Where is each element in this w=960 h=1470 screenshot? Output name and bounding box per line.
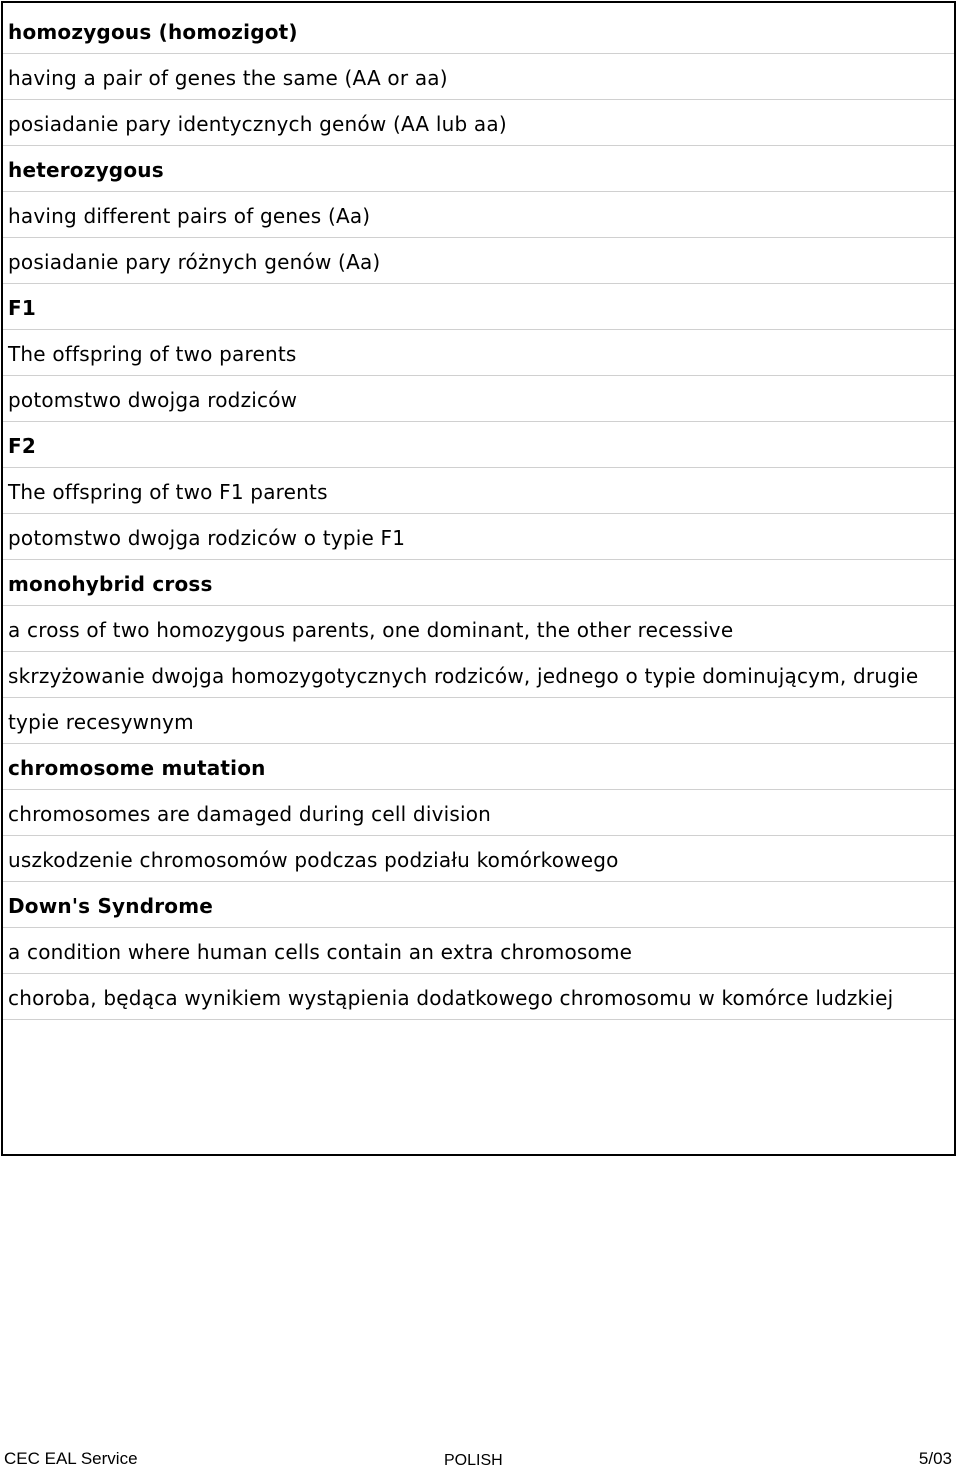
glossary-row-translation	[3, 100, 954, 146]
term-text: heterozygous	[8, 158, 164, 182]
glossary-row-definition	[3, 192, 954, 238]
term-text: chromosome mutation	[8, 756, 266, 780]
glossary-row-translation	[3, 238, 954, 284]
glossary-row-definition	[3, 928, 954, 974]
glossary-row-translation	[3, 376, 954, 422]
glossary-row-term	[3, 560, 954, 606]
glossary-row-translation	[3, 652, 954, 698]
translation-text: typie recesywnym	[8, 710, 194, 734]
glossary-row-term	[3, 744, 954, 790]
glossary-row-translation	[3, 974, 954, 1020]
footer-language: POLISH	[444, 1452, 503, 1469]
term-text: F1	[8, 296, 36, 320]
definition-text: The offspring of two F1 parents	[8, 480, 328, 504]
glossary-row-term	[3, 882, 954, 928]
definition-text: chromosomes are damaged during cell division	[8, 802, 492, 826]
footer-page-number: 5/03	[918, 1449, 952, 1468]
translation-text: potomstwo dwojga rodziców	[8, 388, 298, 412]
term-text: F2	[8, 434, 36, 458]
translation-text: posiadanie pary identycznych genów (AA lub aa)	[8, 112, 507, 136]
glossary-row-term	[3, 146, 954, 192]
translation-text: potomstwo dwojga rodziców o typie F1	[8, 526, 406, 550]
definition-text: a cross of two homozygous parents, one dominant, the other recessive	[8, 618, 734, 642]
translation-text: skrzyżowanie dwojga homozygotycznych rodziców, jednego o typie dominującym, drugie	[8, 664, 919, 688]
glossary-row-translation	[3, 836, 954, 882]
footer-service-name: CEC EAL Service	[4, 1449, 138, 1468]
glossary-row-term	[3, 8, 954, 54]
term-text: monohybrid cross	[8, 572, 213, 596]
glossary-row-term	[3, 422, 954, 468]
glossary-row-definition	[3, 330, 954, 376]
glossary-row-definition	[3, 790, 954, 836]
glossary-row-definition	[3, 606, 954, 652]
glossary-row-translation	[3, 514, 954, 560]
definition-text: having a pair of genes the same (AA or aa)	[8, 66, 448, 90]
glossary-row-term	[3, 284, 954, 330]
glossary-table	[1, 1, 956, 1156]
definition-text: having different pairs of genes (Aa)	[8, 204, 371, 228]
term-text: Down's Syndrome	[8, 894, 214, 918]
glossary-row-definition	[3, 468, 954, 514]
definition-text: The offspring of two parents	[8, 342, 297, 366]
page-footer	[0, 1450, 960, 1468]
translation-text: uszkodzenie chromosomów podczas podziału komórkowego	[8, 848, 619, 872]
translation-text: posiadanie pary różnych genów (Aa)	[8, 250, 381, 274]
term-text: homozygous (homozigot)	[8, 20, 298, 44]
glossary-row-definition	[3, 54, 954, 100]
glossary-row-translation	[3, 698, 954, 744]
definition-text: a condition where human cells contain an extra chromosome	[8, 940, 633, 964]
translation-text: choroba, będąca wynikiem wystąpienia dodatkowego chromosomu w komórce ludzkiej	[8, 986, 894, 1010]
